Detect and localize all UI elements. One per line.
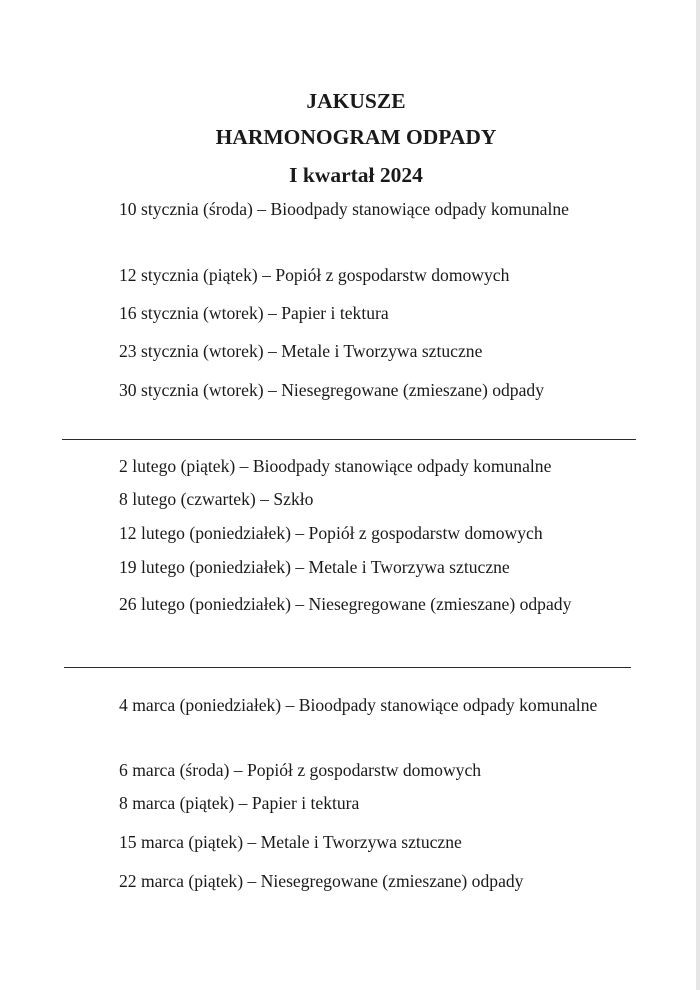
schedule-entry: 16 stycznia (wtorek) – Papier i tektura bbox=[119, 303, 389, 323]
schedule-entry: 10 stycznia (środa) – Bioodpady stanowiące odpady komunalne bbox=[119, 199, 569, 219]
town-heading: JAKUSZE bbox=[306, 89, 406, 113]
schedule-entry: 6 marca (środa) – Popiół z gospodarstw domowych bbox=[119, 760, 482, 780]
schedule-entry: 2 lutego (piątek) – Bioodpady stanowiące odpady komunalne bbox=[119, 456, 552, 476]
month-divider bbox=[62, 439, 636, 440]
schedule-entry: 15 marca (piątek) – Metale i Tworzywa sztuczne bbox=[119, 832, 462, 852]
schedule-entry: 4 marca (poniedziałek) – Bioodpady stanowiące odpady komunalne bbox=[119, 695, 598, 715]
schedule-entry: 12 lutego (poniedziałek) – Popiół z gospodarstw domowych bbox=[119, 523, 543, 543]
month-divider bbox=[64, 667, 631, 668]
schedule-entry: 19 lutego (poniedziałek) – Metale i Tworzywa sztuczne bbox=[119, 557, 510, 577]
schedule-entry: 12 stycznia (piątek) – Popiół z gospodarstw domowych bbox=[119, 265, 510, 285]
schedule-entry: 22 marca (piątek) – Niesegregowane (zmieszane) odpady bbox=[119, 871, 524, 891]
schedule-entry: 8 lutego (czwartek) – Szkło bbox=[119, 489, 314, 509]
document-title: HARMONOGRAM ODPADY bbox=[215, 125, 497, 149]
schedule-entry: 8 marca (piątek) – Papier i tektura bbox=[119, 793, 360, 813]
quarter-heading: I kwartał 2024 bbox=[289, 163, 423, 187]
schedule-entry: 26 lutego (poniedziałek) – Niesegregowane (zmieszane) odpady bbox=[119, 594, 572, 614]
schedule-entry: 23 stycznia (wtorek) – Metale i Tworzywa sztuczne bbox=[119, 341, 483, 361]
schedule-entry: 30 stycznia (wtorek) – Niesegregowane (zmieszane) odpady bbox=[119, 380, 545, 400]
